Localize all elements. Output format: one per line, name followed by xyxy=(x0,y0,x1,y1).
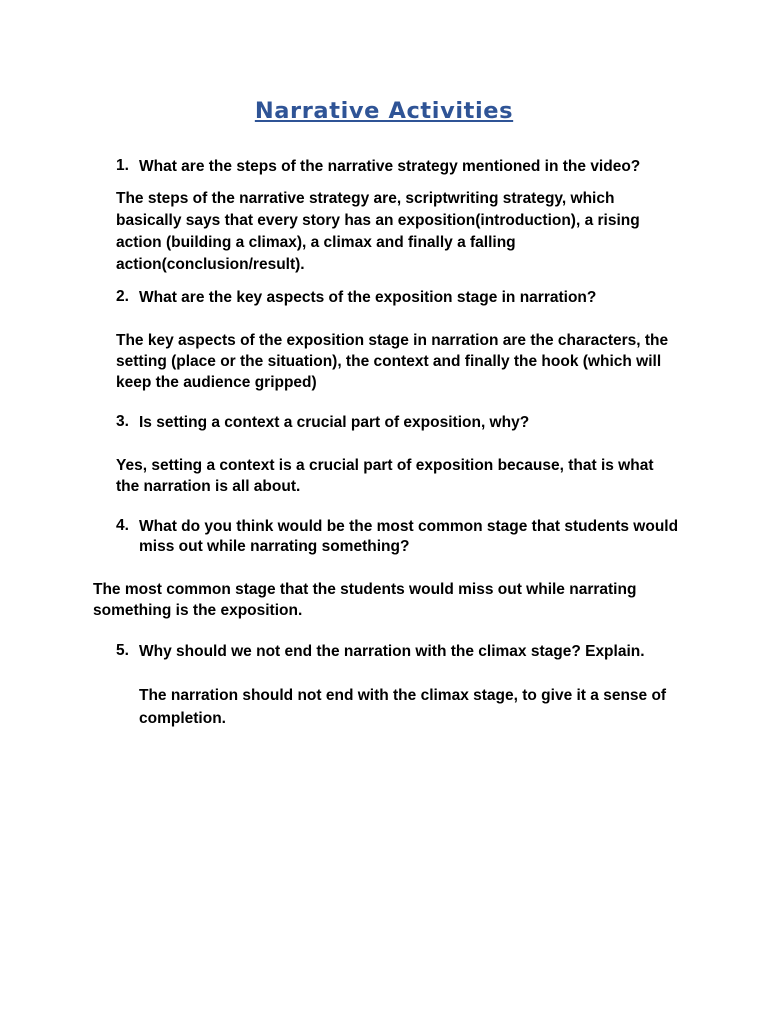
question-text: What are the steps of the narrative strategy mentioned in the video? xyxy=(139,158,641,175)
question-number: 1. xyxy=(116,157,129,174)
question-number: 2. xyxy=(116,288,129,305)
answer-5: The narration should not end with the climax stage, to give it a sense of completion. xyxy=(139,687,667,727)
question-number: 4. xyxy=(116,517,129,534)
answer-3: Yes, setting a context is a crucial part of exposition because, that is what the narration is all about. xyxy=(116,457,654,495)
page-title: Narrative Activities xyxy=(254,98,514,124)
question-text: What are the key aspects of the exposition stage in narration? xyxy=(139,289,597,306)
answer-1: The steps of the narrative strategy are, scriptwriting strategy, which basically says that every story has an exposition(introduction), a rising action (building a climax), a climax and finally a falling action(conclusion/result). xyxy=(116,190,640,273)
question-text: Is setting a context a crucial part of exposition, why? xyxy=(139,414,530,431)
question-number: 3. xyxy=(116,413,129,430)
answer-4: The most common stage that the students would miss out while narrating something is the exposition. xyxy=(93,581,637,619)
question-text: Why should we not end the narration with the climax stage? Explain. xyxy=(139,643,645,660)
question-number: 5. xyxy=(116,642,129,659)
answer-2: The key aspects of the exposition stage in narration are the characters, the setting (place or the situation), the context and finally the hook (which will keep the audience gripped) xyxy=(116,332,669,391)
question-text: What do you think would be the most common stage that students would miss out while narrating something? xyxy=(139,518,679,555)
